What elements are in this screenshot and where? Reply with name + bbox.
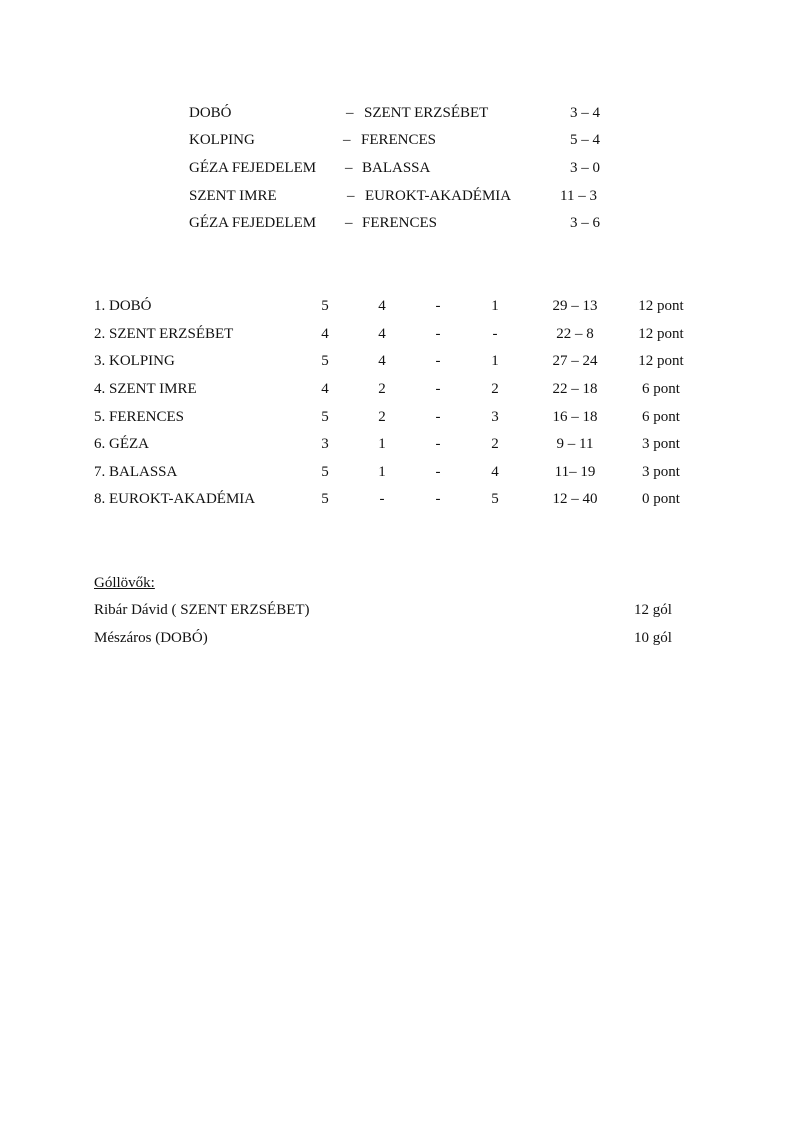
match-home-team: DOBÓ <box>189 105 232 121</box>
standings-drawn: - <box>435 464 441 480</box>
standings-points: 3 pont <box>642 436 680 452</box>
standings-won: 1 <box>378 464 386 480</box>
standings-lost: 3 <box>491 409 499 425</box>
standings-goals: 9 – 11 <box>556 436 594 452</box>
standings-drawn: - <box>435 381 441 397</box>
standings-lost: 2 <box>491 436 499 452</box>
standings-played: 4 <box>321 326 329 342</box>
standings-won: 4 <box>378 353 386 369</box>
match-away-team: FERENCES <box>361 132 437 148</box>
match-away-team: SZENT ERZSÉBET <box>364 105 489 121</box>
standings-played: 5 <box>321 464 329 480</box>
match-separator: – <box>347 188 355 204</box>
scorer-goals: 12 gól <box>634 602 672 618</box>
standings-drawn: - <box>435 298 441 314</box>
standings-drawn: - <box>435 353 441 369</box>
scorers-heading: Góllövők: <box>94 575 155 591</box>
match-separator: – <box>346 105 354 121</box>
standings-won: 2 <box>378 409 386 425</box>
standings-goals: 27 – 24 <box>552 353 598 369</box>
standings-won: 1 <box>378 436 386 452</box>
match-score: 3 – 6 <box>570 215 600 231</box>
standings-played: 4 <box>321 381 329 397</box>
match-score: 5 – 4 <box>570 132 600 148</box>
standings-drawn: - <box>435 491 441 507</box>
standings-goals: 16 – 18 <box>552 409 598 425</box>
standings-won: 4 <box>378 298 386 314</box>
standings-team: 5. FERENCES <box>94 409 185 425</box>
standings-goals: 22 – 18 <box>552 381 598 397</box>
scorer-name: Ribár Dávid ( SZENT ERZSÉBET) <box>94 602 310 618</box>
match-away-team: EUROKT-AKADÉMIA <box>365 188 512 204</box>
match-home-team: SZENT IMRE <box>189 188 277 204</box>
scorer-goals: 10 gól <box>634 630 672 646</box>
match-away-team: BALASSA <box>362 160 431 176</box>
standings-goals: 22 – 8 <box>556 326 594 342</box>
standings-drawn: - <box>435 436 441 452</box>
standings-points: 3 pont <box>642 464 680 480</box>
standings-points: 6 pont <box>642 381 680 397</box>
standings-lost: 4 <box>491 464 499 480</box>
standings-drawn: - <box>435 326 441 342</box>
scorer-name: Mészáros (DOBÓ) <box>94 630 208 646</box>
match-score: 3 – 0 <box>570 160 600 176</box>
standings-played: 5 <box>321 298 329 314</box>
standings-won: 4 <box>378 326 386 342</box>
standings-goals: 12 – 40 <box>552 491 598 507</box>
standings-team: 6. GÉZA <box>94 436 149 452</box>
standings-won: 2 <box>378 381 386 397</box>
standings-goals: 11– 19 <box>554 464 596 480</box>
standings-team: 3. KOLPING <box>94 353 175 369</box>
standings-team: 8. EUROKT-AKADÉMIA <box>94 491 256 507</box>
standings-team: 2. SZENT ERZSÉBET <box>94 326 234 342</box>
match-separator: – <box>345 160 353 176</box>
standings-won: - <box>379 491 385 507</box>
match-home-team: GÉZA FEJEDELEM <box>189 215 317 231</box>
match-away-team: FERENCES <box>362 215 438 231</box>
match-separator: – <box>343 132 351 148</box>
standings-team: 7. BALASSA <box>94 464 178 480</box>
standings-points: 0 pont <box>642 491 680 507</box>
standings-team: 1. DOBÓ <box>94 298 152 314</box>
standings-points: 12 pont <box>638 353 684 369</box>
standings-points: 6 pont <box>642 409 680 425</box>
standings-played: 3 <box>321 436 329 452</box>
standings-team: 4. SZENT IMRE <box>94 381 197 397</box>
standings-lost: 1 <box>491 298 499 314</box>
standings-points: 12 pont <box>638 326 684 342</box>
standings-lost: 2 <box>491 381 499 397</box>
standings-played: 5 <box>321 353 329 369</box>
match-separator: – <box>345 215 353 231</box>
match-home-team: KOLPING <box>189 132 255 148</box>
match-score: 11 – 3 <box>560 188 597 204</box>
standings-lost: 1 <box>491 353 499 369</box>
standings-played: 5 <box>321 409 329 425</box>
match-home-team: GÉZA FEJEDELEM <box>189 160 317 176</box>
standings-drawn: - <box>435 409 441 425</box>
standings-lost: - <box>492 326 498 342</box>
standings-lost: 5 <box>491 491 499 507</box>
match-score: 3 – 4 <box>570 105 600 121</box>
standings-goals: 29 – 13 <box>552 298 598 314</box>
standings-played: 5 <box>321 491 329 507</box>
standings-points: 12 pont <box>638 298 684 314</box>
